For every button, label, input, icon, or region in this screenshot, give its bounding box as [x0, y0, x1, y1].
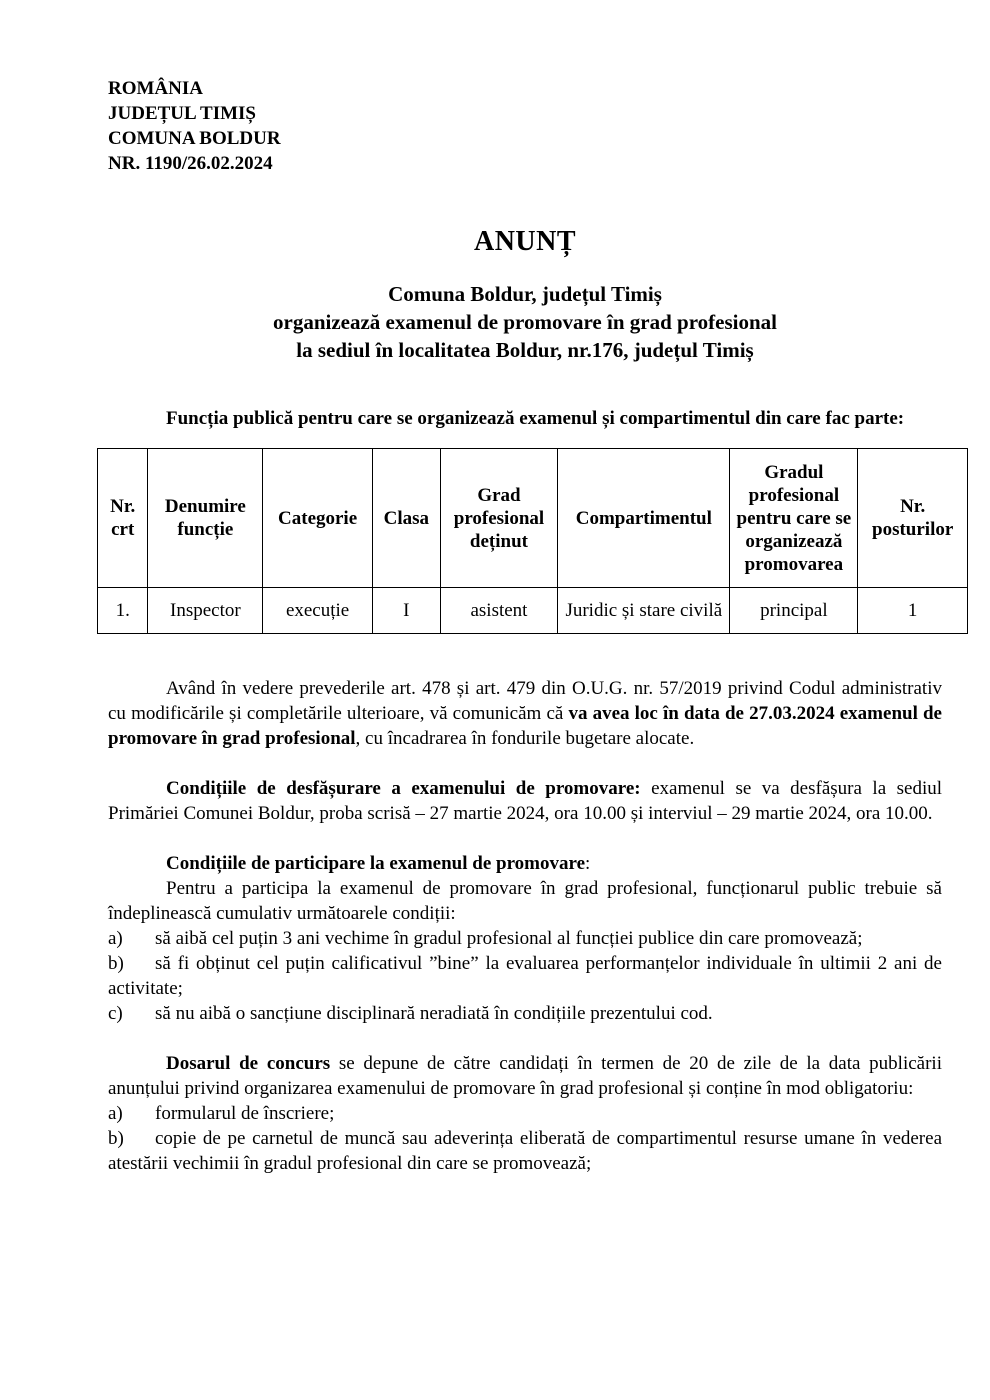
table-header-row: [98, 449, 968, 588]
document-subtitle: [108, 280, 942, 364]
header-commune: COMUNA BOLDUR: [108, 128, 281, 149]
paragraph-exam-conditions: Condițiile de desfășurare a examenului de promovare: examenul se va desfășura la sediul Primăriei Comunei Boldur, proba scrisă – 27 martie 2024, ora 10.00 și interviul – 29 martie 2024, ora 10.00.: [108, 778, 942, 824]
col-header-nr-crt: Nr. crt: [98, 449, 148, 588]
dossier-item-b: [108, 1126, 942, 1176]
list-marker: a): [108, 1103, 123, 1124]
condition-text: să nu aibă o sancțiune disciplinară neradiată în condițiile prezentului cod.: [155, 1003, 713, 1024]
col-header-compartimentul: Compartimentul: [558, 449, 730, 588]
col-header-grad-promovare: Gradul profesional pentru care se organizează promovarea: [730, 449, 858, 588]
subtitle-line-2: organizează examenul de promovare în grad profesional: [273, 310, 777, 334]
col-header-nr-posturilor: Nr. posturilor: [858, 449, 968, 588]
cell-categorie: execuție: [263, 588, 373, 634]
subtitle-line-3: la sediul în localitatea Boldur, nr.176, județul Timiș: [296, 338, 754, 362]
list-marker: b): [108, 953, 124, 974]
col-header-denumire-functie: Denumire funcție: [148, 449, 263, 588]
document-header: [108, 76, 942, 176]
header-county: JUDEȚUL TIMIȘ: [108, 103, 257, 124]
dossier-item-a: [108, 1101, 942, 1126]
dossier-text: copie de pe carnetul de muncă sau adeverința eliberată de compartimentul resurse umane în vederea atestării vechimii în gradul profesional din care se promovează;: [108, 1128, 942, 1174]
col-header-grad-detinut: Grad profesional deținut: [440, 449, 557, 588]
table-row: [98, 588, 968, 634]
cell-nr-crt: 1.: [98, 588, 148, 634]
condition-item-a: [108, 926, 942, 951]
dossier-text: formularul de înscriere;: [155, 1103, 335, 1124]
condition-text: să aibă cel puțin 3 ani vechime în gradul profesional al funcției publice din care promovează;: [155, 928, 863, 949]
cell-nr-posturilor: 1: [858, 588, 968, 634]
list-marker: a): [108, 928, 123, 949]
list-marker: b): [108, 1128, 124, 1149]
list-marker: c): [108, 1003, 123, 1024]
condition-item-b: [108, 951, 942, 1001]
col-header-clasa: Clasa: [372, 449, 440, 588]
paragraph-legal-basis: Având în vedere prevederile art. 478 și art. 479 din O.U.G. nr. 57/2019 privind Codul administrativ cu modificările și completările ulterioare, vă comunicăm că va avea loc în data de 27.03.2024 examenul de promovare în grad profesional, cu încadrarea în fondurile bugetare alocate.: [108, 678, 942, 749]
intro-paragraph: Funcția publică pentru care se organizează examenul și compartimentul din care fac parte:: [166, 408, 905, 429]
condition-text: să fi obținut cel puțin calificativul ”bine” la evaluarea performanțelor individuale în ultimii 2 ani de activitate;: [108, 953, 942, 999]
cell-compartimentul: Juridic și stare civilă: [558, 588, 730, 634]
cell-grad-detinut: asistent: [440, 588, 557, 634]
paragraph-participation-intro: Pentru a participa la examenul de promovare în grad profesional, funcționarul public trebuie să îndeplinească cumulativ următoarele condiții:: [108, 878, 942, 924]
condition-item-c: [108, 1001, 942, 1026]
cell-denumire-functie: Inspector: [148, 588, 263, 634]
paragraph-dossier: Dosarul de concurs se depune de către candidați în termen de 20 de zile de la data publicării anunțului privind organizarea examenului de promovare în grad profesional și conține în mod obligatoriu:: [108, 1053, 942, 1099]
positions-table: [97, 448, 968, 634]
document-title: ANUNȚ: [473, 226, 577, 257]
heading-participation-conditions: Condițiile de participare la examenul de promovare:: [166, 853, 591, 874]
subtitle-line-1: Comuna Boldur, județul Timiș: [388, 282, 662, 306]
header-country: ROMÂNIA: [108, 78, 203, 99]
header-registration-number: NR. 1190/26.02.2024: [108, 153, 273, 174]
cell-grad-promovare: principal: [730, 588, 858, 634]
cell-clasa: I: [372, 588, 440, 634]
col-header-categorie: Categorie: [263, 449, 373, 588]
